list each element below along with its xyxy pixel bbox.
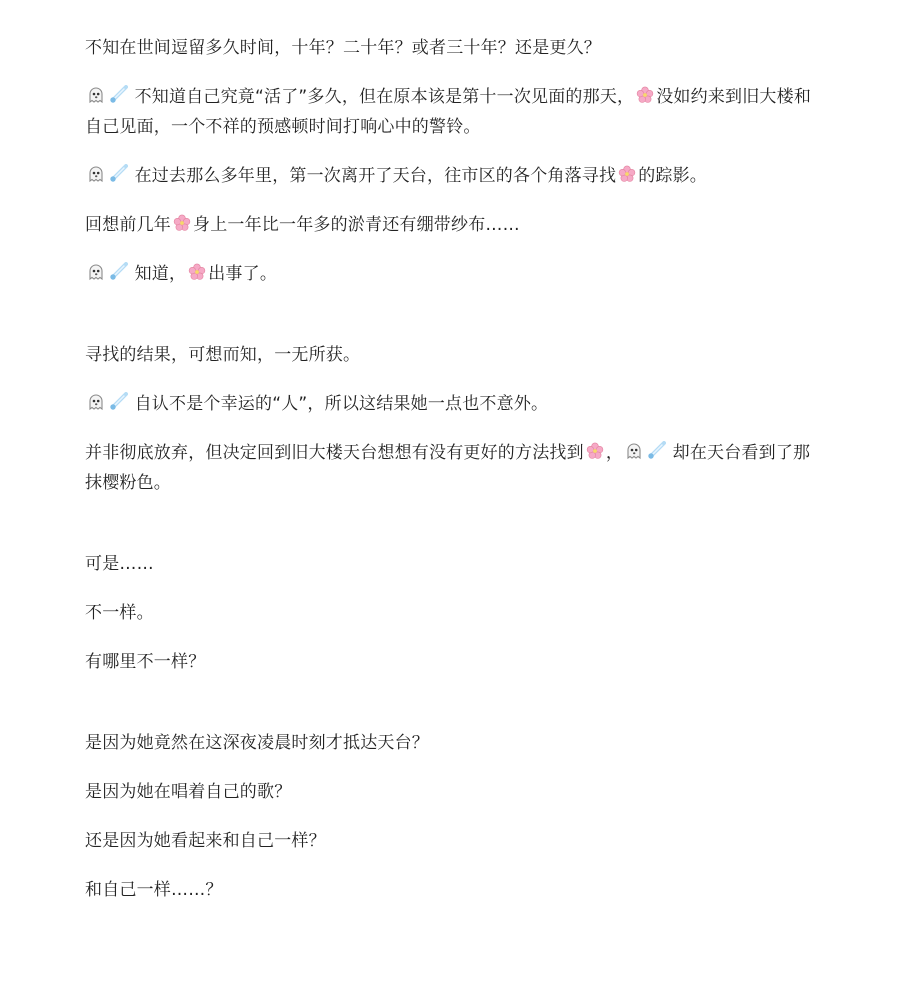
paragraph-text: ， bbox=[605, 443, 624, 463]
cherry-blossom-icon bbox=[187, 262, 207, 282]
paragraph-text: 出事了。 bbox=[208, 264, 278, 284]
comet-icon bbox=[108, 392, 128, 412]
paragraph bbox=[85, 161, 825, 191]
paragraph bbox=[85, 549, 825, 579]
cherry-blossom-icon bbox=[585, 441, 605, 461]
paragraph bbox=[85, 82, 825, 142]
paragraph-text: 不一样。 bbox=[85, 603, 154, 623]
paragraph bbox=[85, 210, 825, 240]
cherry-blossom-icon bbox=[617, 164, 637, 184]
paragraph-text: 的踪影。 bbox=[638, 166, 708, 186]
paragraph-text: 知道， bbox=[129, 264, 187, 284]
paragraph bbox=[85, 33, 825, 63]
paragraph bbox=[85, 259, 825, 289]
paragraph bbox=[85, 875, 825, 905]
ghost-icon bbox=[86, 392, 106, 412]
story-article bbox=[85, 33, 825, 924]
paragraph-text: 身上一年比一年多的淤青还有绷带纱布…… bbox=[193, 215, 520, 235]
paragraph-text: 不知在世间逗留多久时间，十年？二十年？或者三十年？还是更久？ bbox=[85, 38, 601, 58]
paragraph-text: 自认不是个幸运的“人”，所以这结果她一点也不意外。 bbox=[129, 394, 549, 414]
ghost-icon bbox=[86, 262, 106, 282]
paragraph bbox=[85, 777, 825, 807]
comet-icon bbox=[646, 441, 666, 461]
comet-icon bbox=[108, 164, 128, 184]
paragraph bbox=[85, 647, 825, 677]
paragraph-text: 在过去那么多年里，第一次离开了天台，往市区的各个角落寻找 bbox=[129, 166, 617, 186]
paragraph bbox=[85, 728, 825, 758]
paragraph-text: 是因为她竟然在这深夜凌晨时刻才抵达天台？ bbox=[85, 733, 429, 753]
paragraph-text: 还是因为她看起来和自己一样？ bbox=[85, 831, 326, 851]
cherry-blossom-icon bbox=[172, 213, 192, 233]
paragraph-text: 是因为她在唱着自己的歌？ bbox=[85, 782, 292, 802]
comet-icon bbox=[108, 85, 128, 105]
paragraph bbox=[85, 389, 825, 419]
paragraph-text: 却在天台看到了那抹樱粉色。 bbox=[85, 443, 811, 493]
ghost-icon bbox=[86, 164, 106, 184]
paragraph-text: 有哪里不一样？ bbox=[85, 652, 206, 672]
paragraph-text: 寻找的结果，可想而知，一无所获。 bbox=[85, 345, 361, 365]
cherry-blossom-icon bbox=[635, 85, 655, 105]
paragraph-text: 可是…… bbox=[85, 554, 154, 574]
paragraph bbox=[85, 438, 825, 498]
paragraph bbox=[85, 340, 825, 370]
paragraph bbox=[85, 598, 825, 628]
comet-icon bbox=[108, 262, 128, 282]
ghost-icon bbox=[624, 441, 644, 461]
paragraph bbox=[85, 826, 825, 856]
paragraph-text: 回想前几年 bbox=[85, 215, 171, 235]
ghost-icon bbox=[86, 85, 106, 105]
paragraph-text: 和自己一样……？ bbox=[85, 880, 223, 900]
paragraph-text: 并非彻底放弃，但决定回到旧大楼天台想想有没有更好的方法找到 bbox=[85, 443, 584, 463]
paragraph-text: 没如约来到旧大楼和自己见面，一个不祥的预感顿时间打响心中的警铃。 bbox=[85, 87, 812, 137]
paragraph-text: 不知道自己究竟“活了”多久，但在原本该是第十一次见面的那天， bbox=[129, 87, 635, 107]
